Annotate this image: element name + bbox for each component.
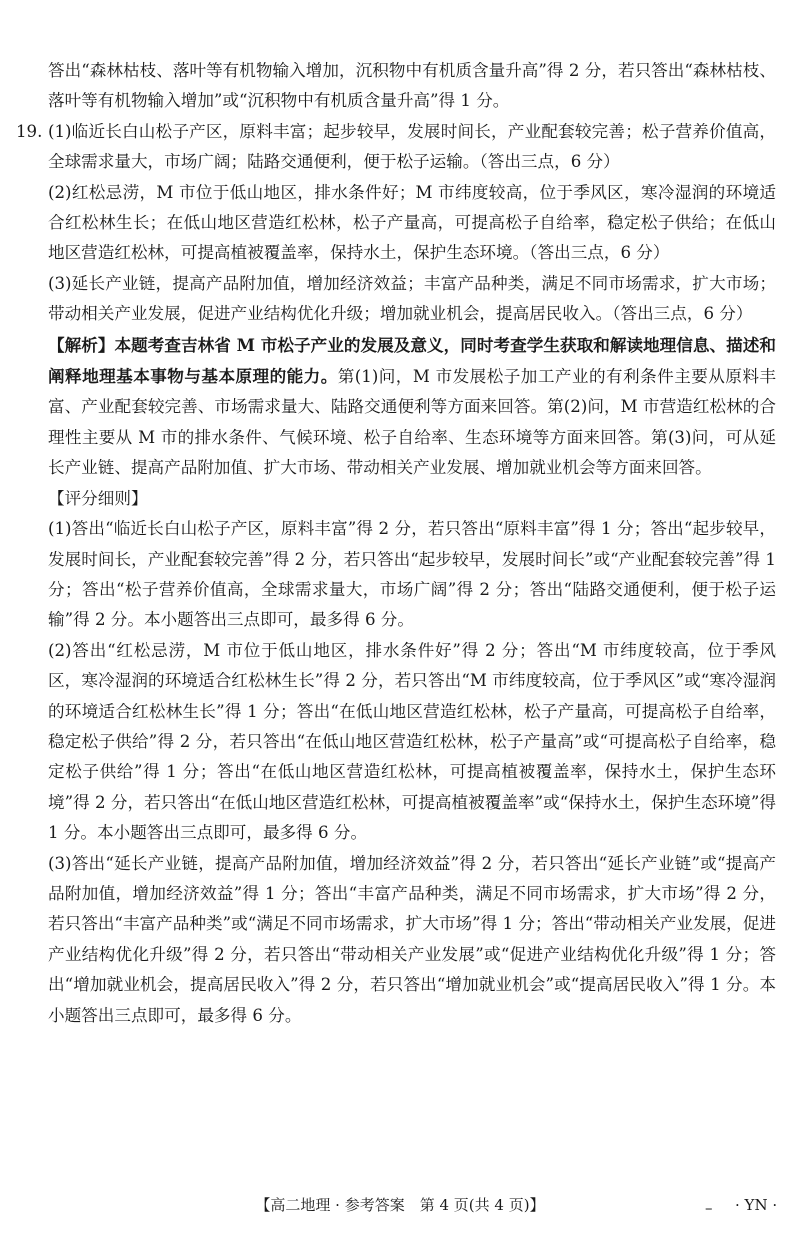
answer-part-3: (3)延长产业链，提高产品附加值，增加经济效益；丰富产品种类，满足不同市场需求，扩大市场；带动相关产业发展，促进产业结构优化升级；增加就业机会，提高居民收入。（答出三点，6 分） <box>48 273 776 324</box>
rubric-item-1: (1)答出“临近长白山松子产区，原料丰富”得 2 分，若只答出“原料丰富”得 1 分；答出“起步较早，发展时间长，产业配套较完善”得 2 分，若只答出“起步较早，发展时间长”或“产业配套较完善”得 1 分；答出“松子营养价值高，全球需求量大，市场广阔”得 2 分；答出“陆路交通便利，便于松子运输”得 2 分。本小题答出三点即可，最多得 6 分。 <box>48 519 776 630</box>
rubric-heading: 【评分细则】 <box>48 488 148 508</box>
question-19 <box>16 117 776 330</box>
analysis-paragraph <box>48 330 776 484</box>
footer-dash: – <box>705 1199 713 1217</box>
footer-page-info: 【高二地理 · 参考答案 第 4 页(共 4 页)】 <box>255 1196 545 1214</box>
carry-over-paragraph: 答出“森林枯枝、落叶等有机物输入增加，沉积物中有机质含量升高”得 2 分，若只答出“森林枯枝、落叶等有机物输入增加”或“沉积物中有机质含量升高”得 1 分。 <box>48 61 776 111</box>
rubric-item-2: (2)答出“红松忌涝，M 市位于低山地区，排水条件好”得 2 分；答出“M 市纬度较高，位于季风区，寒冷湿润的环境适合红松林生长”得 2 分，若只答出“M 市纬度较高，位于季风区”或“寒冷湿润的环境适合红松林生长”得 1 分；答出“在低山地区营造红松林，松子产量高，可提高松子自给率，稳定松子供给”得 2 分，若只答出“在低山地区营造红松林，松子产量高”或“可提高松子自给率，稳定松子供给”得 1 分；答出“在低山地区营造红松林，可提高植被覆盖率，保持水土，保护生态环境”得 2 分，若只答出“在低山地区营造红松林，可提高植被覆盖率”或“保持水土，保护生态环境”得 1 分。本小题答出三点即可，最多得 6 分。 <box>48 640 776 843</box>
question-number: 19. <box>16 121 43 141</box>
rubric-item-3: (3)答出“延长产业链，提高产品附加值，增加经济效益”得 2 分，若只答出“延长产业链”或“提高产品附加值，增加经济效益”得 1 分；答出“丰富产品种类，满足不同市场需求，扩大市场”得 2 分，若只答出“丰富产品种类”或“满足不同市场需求，扩大市场”得 1 分；答出“带动相关产业发展，促进产业结构优化升级”得 2 分，若只答出“带动相关产业发展”或“促进产业结构优化升级”得 1 分；答出“增加就业机会，提高居民收入”得 2 分，若只答出“增加就业机会”或“提高居民收入”得 1 分。本小题答出三点即可，最多得 6 分。 <box>48 853 776 1025</box>
answer-content <box>16 56 777 1031</box>
analysis-body: 第(1)问，M 市发展松子加工产业的有利条件主要从原料丰富、产业配套较完善、市场需求量大、陆路交通便利等方面来回答。第(2)问，M 市营造红松林的合理性主要从 M 市的排水条件、气候环境、松子自给率、生态环境等方面来回答。第(3)问，可从延长产业链、提高产品附加值、扩大市场、带动相关产业发展、增加就业机会等方面来回答。 <box>48 367 777 478</box>
page-footer <box>0 1190 800 1220</box>
footer-code-mark: · YN · <box>735 1196 778 1214</box>
answer-part-1: (1)临近长白山松子产区，原料丰富；起步较早，发展时间长，产业配套较完善；松子营养价值高，全球需求量大，市场广阔；陆路交通便利，便于松子运输。（答出三点，6 分） <box>48 121 776 172</box>
answer-part-2: (2)红松忌涝，M 市位于低山地区，排水条件好；M 市纬度较高，位于季风区，寒冷湿润的环境适合红松林生长；在低山地区营造红松林，松子产量高，可提高松子自给率，稳定松子供给；在低山地区营造红松林，可提高植被覆盖率，保持水土，保护生态环境。（答出三点，6 分） <box>48 182 776 263</box>
analysis-lead: 【解析】本题考查吉林省 M 市松子产业的发展及意义，同时考查学生获取和解读地理信息、描述和阐释地理基本事物与基本原理的能力。 <box>48 334 776 387</box>
